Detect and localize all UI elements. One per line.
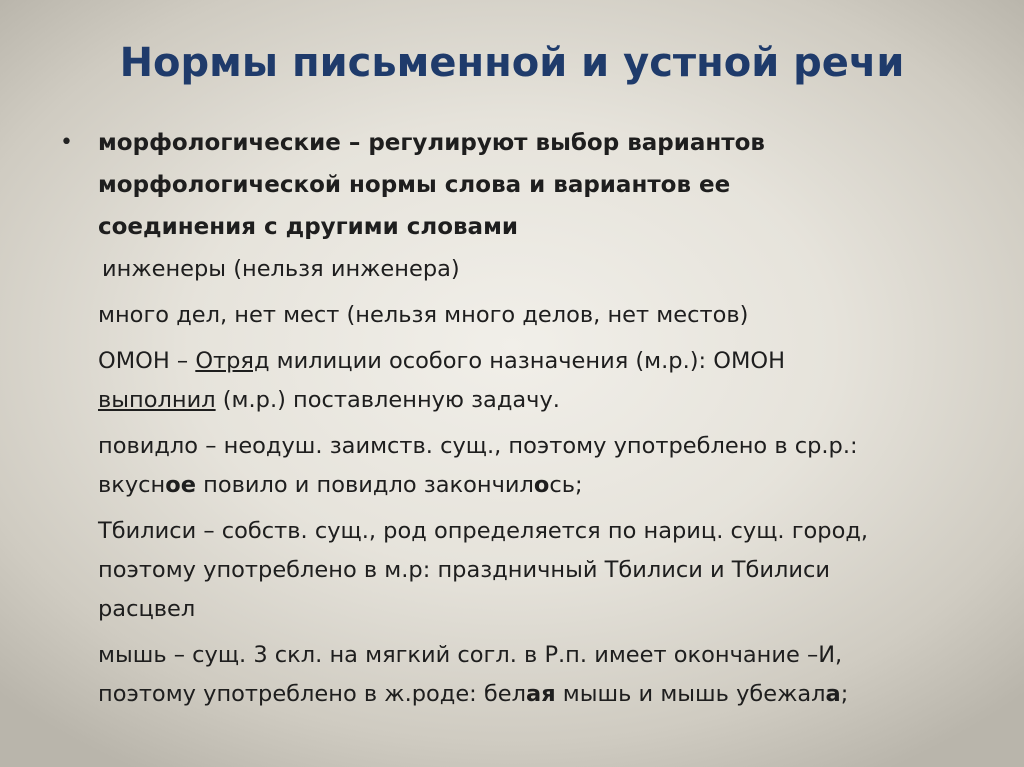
- bullet-text: [98, 122, 888, 248]
- example-omon-underlined-vypolnil: выполнил: [98, 387, 216, 413]
- example-povidlo-part-d: повило и повидло закончил: [195, 472, 534, 498]
- example-engineers-text: инженеры (нельзя инженера): [102, 256, 460, 282]
- example-povidlo-line-1: повидло – неодуш. заимств. сущ., поэтому употреблено в ср.р.:: [98, 433, 858, 459]
- example-mouse-bold-ending-2: а: [825, 681, 841, 707]
- example-povidlo-part-f: сь;: [549, 472, 583, 498]
- example-many-things-text: много дел, нет мест (нельзя много делов, нет местов): [98, 302, 749, 328]
- bullet-text-line-1: морфологические – регулируют выбор вариантов: [98, 130, 765, 156]
- bullet-text-line-2: морфологической нормы слова и вариантов ее: [98, 172, 731, 198]
- example-povidlo: [98, 427, 978, 505]
- example-omon: [98, 342, 978, 420]
- bullet-marker: •: [60, 130, 73, 155]
- example-omon-part-3: милиции особого назначения (м.р.): ОМОН: [269, 348, 785, 374]
- example-omon-part-5: (м.р.) поставленную задачу.: [215, 387, 560, 413]
- example-mouse-line-1: мышь – сущ. 3 скл. на мягкий согл. в Р.п. имеет окончание –И,: [98, 642, 843, 668]
- example-many-things: [98, 296, 978, 335]
- example-povidlo-bold-ending-2: о: [533, 472, 550, 498]
- example-mouse-bold-ending-1: ая: [526, 681, 556, 707]
- bullet-text-line-3: соединения с другими словами: [98, 214, 518, 240]
- examples-block: [98, 250, 978, 721]
- example-engineers: [102, 250, 978, 289]
- example-tbilisi-line-3: расцвел: [98, 596, 196, 622]
- example-omon-part-1: ОМОН –: [98, 348, 196, 374]
- bullet-block: [60, 122, 960, 248]
- slide-title: Нормы письменной и устной речи: [119, 40, 905, 86]
- example-mouse-part-d: мышь и мышь убежал: [555, 681, 826, 707]
- example-omon-underlined-otryad: Отряд: [195, 348, 270, 374]
- example-mouse-part-f: ;: [840, 681, 849, 707]
- example-tbilisi-line-2: поэтому употреблено в м.р: праздничный Тбилиси и Тбилиси: [98, 557, 831, 583]
- example-povidlo-bold-ending-1: ое: [165, 472, 196, 498]
- example-tbilisi: [98, 512, 978, 629]
- example-mouse-part-b: поэтому употреблено в ж.роде: бел: [98, 681, 527, 707]
- example-povidlo-part-b: вкусн: [98, 472, 166, 498]
- bullet-item: [60, 122, 960, 248]
- example-tbilisi-line-1: Тбилиси – собств. сущ., род определяется по нариц. сущ. город,: [98, 518, 869, 544]
- example-mouse: [98, 636, 978, 714]
